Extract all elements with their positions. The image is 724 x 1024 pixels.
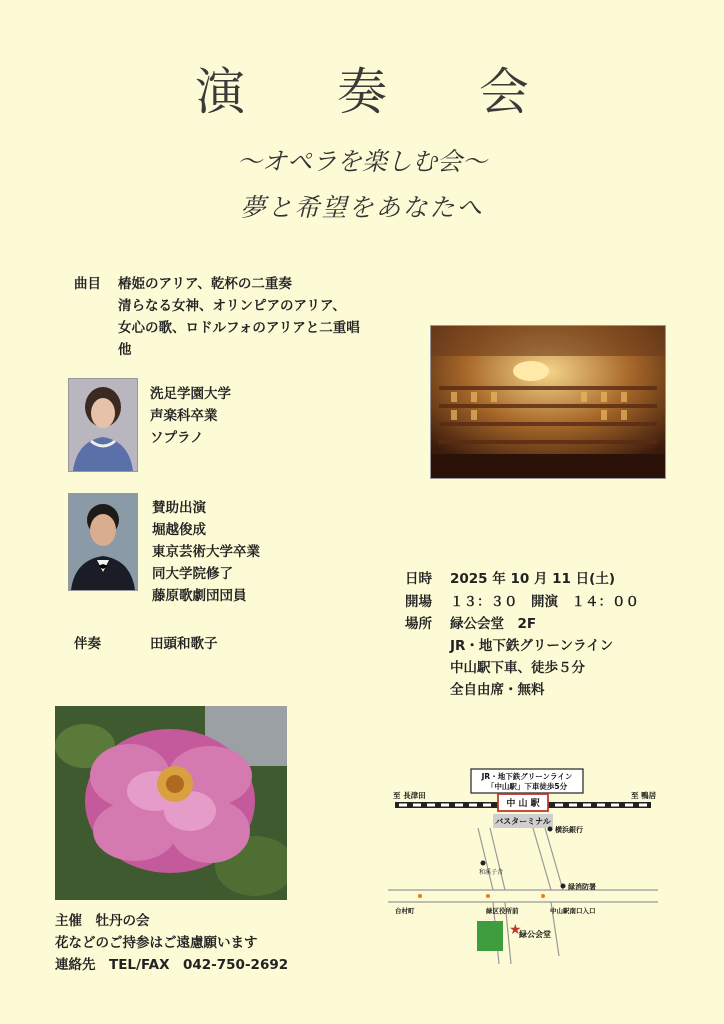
guest-info — [152, 497, 260, 607]
guest-line: 同大学院修了 — [152, 566, 233, 582]
venue-label: 場所 — [405, 616, 432, 632]
seating-info: 全自由席・無料 — [450, 682, 545, 698]
page-title: 演 奏 会 — [195, 63, 567, 121]
time-label: 開場 — [405, 594, 432, 610]
accompanist-label: 伴奏 — [74, 636, 101, 652]
peony-photo — [55, 706, 287, 900]
organizer-contact: 連絡先 TEL/FAX 042-750-2692 — [55, 957, 289, 973]
program-line: 他 — [118, 342, 132, 358]
map-south-exit-label: 中山駅南口入口 — [550, 907, 596, 915]
soprano-photo — [68, 378, 138, 472]
program-line: 椿姫のアリア、乾杯の二重奏 — [118, 276, 292, 292]
date-value: 2025 年 10 月 11 日(土) — [450, 571, 615, 587]
soprano-line: ソプラノ — [150, 430, 204, 446]
map-header-2: 「中山駅」下車徒歩5分 — [486, 782, 568, 791]
accompanist-name: 田頭和歌子 — [150, 636, 218, 652]
organizer-name: 主催 牡丹の会 — [55, 913, 150, 929]
map-school-label: 和溪子舎 — [479, 869, 504, 876]
map-left-direction: 至 長津田 — [393, 791, 426, 800]
date-label: 日時 — [405, 571, 432, 587]
guest-line: 東京芸術大学卒業 — [152, 544, 260, 560]
map-clinic-label: 緑消防署 — [568, 883, 596, 891]
program-label: 曲目 — [74, 276, 101, 292]
organizer-note: 花などのご持参はご遠慮願います — [55, 935, 258, 951]
program-list — [118, 273, 360, 361]
time-value: １３：３０ 開演 １４：００ — [450, 594, 639, 610]
guest-line: 藤原歌劇団団員 — [152, 588, 247, 604]
subtitle-2: 夢と希望をあなたへ — [240, 193, 484, 222]
map-station-label: 中 山 駅 — [506, 799, 540, 809]
opera-house-photo — [430, 325, 666, 479]
soprano-line: 洗足学園大学 — [150, 386, 231, 402]
venue-value: 緑公会堂 2F — [450, 616, 537, 632]
subtitle-1: 〜オペラを楽しむ会〜 — [236, 147, 487, 176]
map-bus-label: バスターミナル — [495, 817, 551, 826]
map-header-1: JR・地下鉄グリーンライン — [481, 772, 573, 781]
star-icon: ★ — [509, 922, 522, 938]
soprano-info — [150, 383, 231, 449]
guest-line: 賛助出演 — [152, 500, 206, 516]
map-left-road-label: 台村町 — [395, 907, 415, 915]
guest-photo — [68, 493, 138, 591]
map-ward-office-label: 緑区役所前 — [486, 907, 519, 915]
guest-line: 堀越俊成 — [152, 522, 206, 538]
soprano-line: 声楽科卒業 — [150, 408, 218, 424]
access-line-2: 中山駅下車、徒歩５分 — [450, 660, 585, 676]
program-line: 女心の歌、ロドルフォのアリアと二重唱 — [118, 320, 360, 336]
map-hall-block — [477, 921, 503, 951]
map-bank-label: 横浜銀行 — [555, 826, 583, 834]
map-hall-label: 緑公会堂 — [519, 930, 551, 939]
program-line: 清らなる女神、オリンピアのアリア、 — [118, 298, 346, 314]
access-map — [383, 766, 663, 966]
map-right-direction: 至 鴨居 — [631, 791, 657, 800]
access-line-1: JR・地下鉄グリーンライン — [450, 638, 614, 654]
